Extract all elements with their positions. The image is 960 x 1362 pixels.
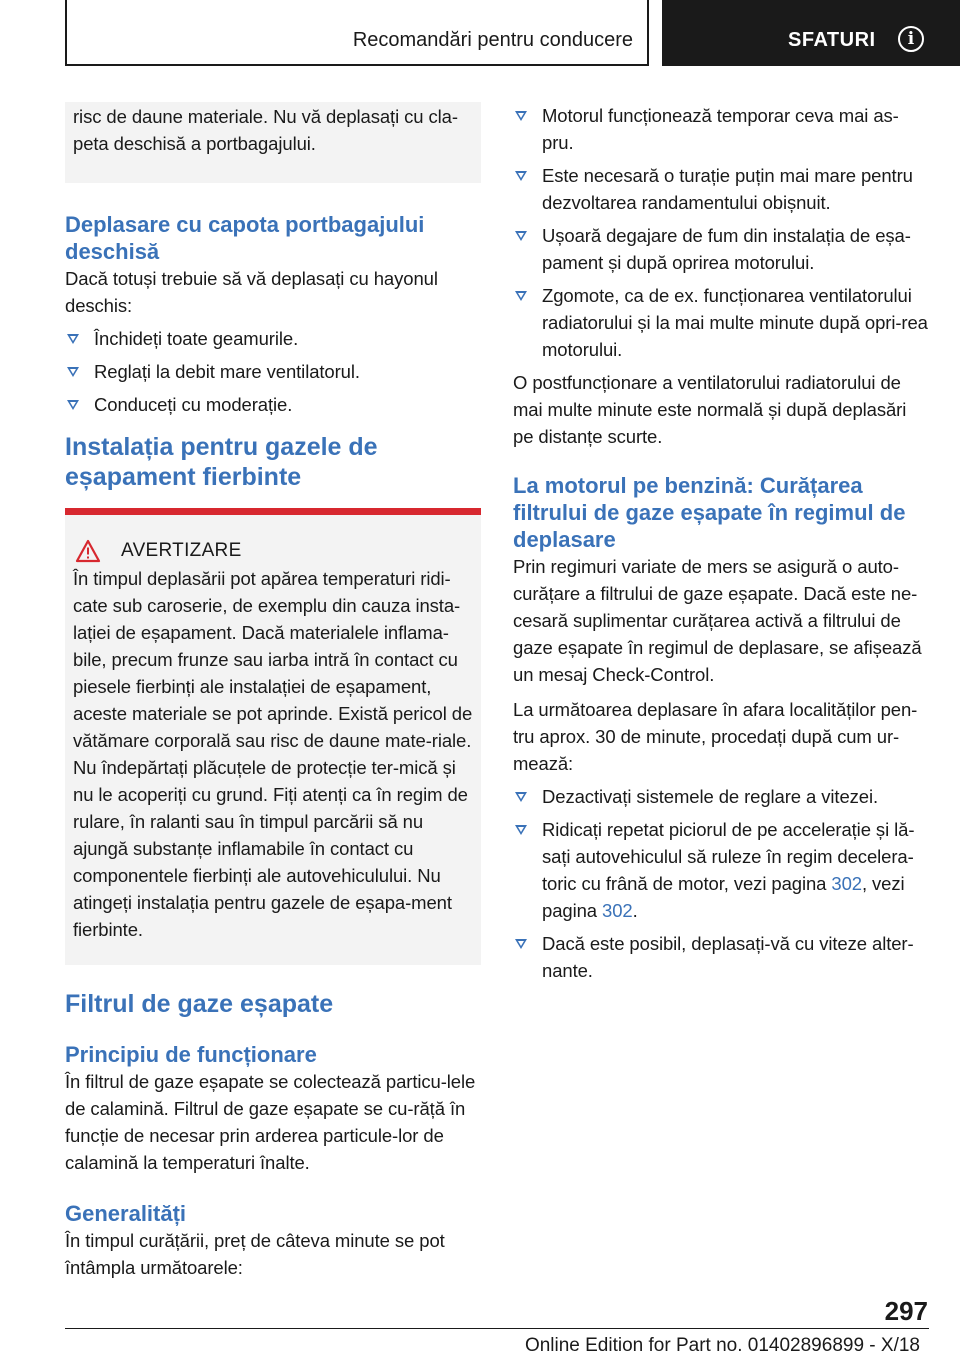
steps-list [513,783,928,984]
list-item: Este necesară o turație puțin mai mare pentru dezvoltarea randamentului obișnuit. [513,162,928,216]
page-link[interactable]: 302 [602,900,633,921]
intro-text: risc de daune materiale. Nu vă deplasați cu cla-peta deschisă a portbagajului. [73,106,458,154]
fan-text: O postfuncționare a ventilatorului radiatorului de mai multe minute este normală și după deplasări pe distanțe scurte. [513,372,907,447]
header-section-title: Recomandări pentru conducere [352,29,633,51]
bullet-triangle-icon [67,367,79,377]
bullet-triangle-icon [515,231,527,241]
heading-general: Generalități [65,1201,187,1226]
list-item: Dacă este posibil, deplasați-vă cu viteze alter-nante. [513,930,928,984]
intro-box [65,102,481,183]
left-column [65,102,481,1281]
warning-text: În timpul deplasării pot apărea temperaturi ridi-cate sub caroserie, de exemplu din cauza insta-lației de eșapament. Dacă materialele inflama-bile, precum frunze sau iarba intră în contact cu piesele fierbinți ale instalației de eșapament, aceste materiale se pot aprinde. Există pericol de vătămare corporală sau risc de daune mate-riale. Nu îndepărtați plăcuțele de protecție ter-mică și nu le acoperiți cu grund. Fiți atenți ca în regim de rulare, în ralanti sau în timpul parcării să nu ajungă substanțe inflamabile în contact cu componentele fierbinți ale autovehiculului. Nu atingeți instalația pentru gazele de eșapa-ment fierbinte. [73,568,473,940]
page-number: 297 [884,1296,928,1326]
warning-header [73,539,473,563]
footer-edition: Online Edition for Part no. 01402896899 - X/18 [524,1335,920,1356]
warning-box [65,515,481,965]
warning-title: AVERTIZARE [121,540,242,561]
bullet-triangle-icon [515,792,527,802]
petrol-text-1: Prin regimuri variate de mers se asigură o auto-curățare a filtrului de gaze eșapate. Dacă este ne-cesară suplimentar curățarea activă a filtrului de gaze eșapate în regimul de deplasare, se afișează un mesaj Check-Control. [513,556,922,685]
list-item: Dezactivați sistemele de reglare a vitezei. [513,783,928,810]
footer-rule [65,1328,929,1329]
heading-petrol-cleaning: La motorul pe benzină: Curățarea filtrului de gaze eșapate în regimul de deplasare [513,473,906,552]
header-tab-label: SFATURI [788,29,876,51]
warning-rule [65,508,481,515]
list-item: Motorul funcționează temporar ceva mai as-pru. [513,102,928,156]
header-section-box [65,0,649,66]
principle-text: În filtrul de gaze eșapate se colectează particu-lele de calamină. Filtrul de gaze eșapate se cu-răță în funcție de necesar prin arderea particule-lor de calamină la temperaturi înalte. [65,1071,476,1173]
trunk-text: Dacă totuși trebuie să vă deplasați cu hayonul deschis: [65,268,438,316]
effects-list [513,102,928,363]
list-item: Ridicați repetat piciorul de pe accelerație și lă-sați autovehiculul să ruleze în regim decelera-toric cu frână de motor, vezi pagina 302, vezi pagina 302. [513,816,928,924]
bullet-triangle-icon [515,291,527,301]
header-tab-box[interactable] [662,0,960,66]
list-item: Reglați la debit mare ventilatorul. [65,358,481,385]
petrol-text-2: La următoarea deplasare în afara localităților pen-tru aprox. 30 de minute, procedați după cum ur-mează: [513,699,918,774]
general-text: În timpul curățării, preț de câteva minute se pot întâmpla următoarele: [65,1230,445,1278]
list-item: Zgomote, ca de ex. funcționarea ventilatorului radiatorului și la mai multe minute după opri-rea motorului. [513,282,928,363]
list-item: Conduceți cu moderație. [65,391,481,418]
page-link[interactable]: 302 [831,873,862,894]
right-column [513,102,928,990]
bullet-triangle-icon [515,825,527,835]
list-item: Ușoară degajare de fum din instalația de eșa-pament și după oprirea motorului. [513,222,928,276]
info-icon[interactable]: i [898,26,924,52]
warning-triangle-icon [75,539,101,563]
bullet-triangle-icon [515,111,527,121]
bullet-triangle-icon [515,171,527,181]
heading-trunk-open: Deplasare cu capota portbagajului deschisă [65,212,425,264]
bullet-triangle-icon [67,334,79,344]
bullet-triangle-icon [515,939,527,949]
trunk-list [65,325,481,418]
heading-exhaust: Instalația pentru gazele de eșapament fierbinte [65,433,378,491]
heading-filter: Filtrul de gaze eșapate [65,990,334,1018]
list-item: Închideți toate geamurile. [65,325,481,352]
bullet-triangle-icon [67,400,79,410]
heading-principle: Principiu de funcționare [65,1042,317,1067]
